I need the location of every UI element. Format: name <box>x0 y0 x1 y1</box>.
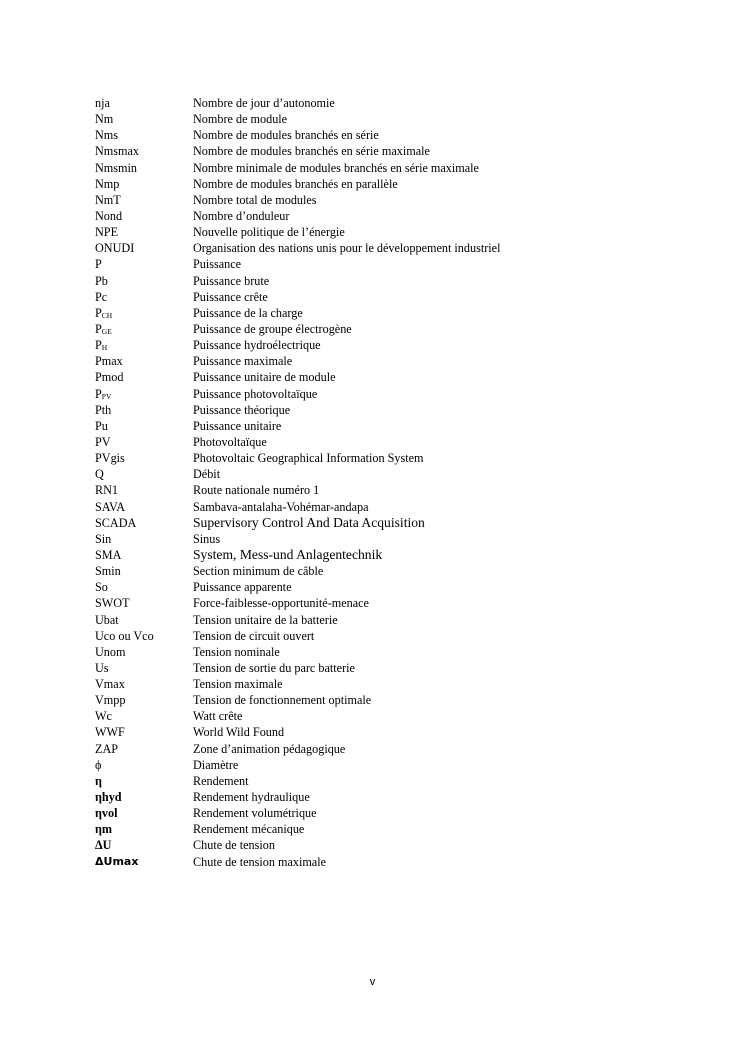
glossary-definition: Puissance crête <box>193 289 268 304</box>
glossary-row <box>95 757 695 773</box>
glossary-abbreviation: SAVA <box>95 499 126 514</box>
glossary-definition: Puissance brute <box>193 273 270 288</box>
glossary-row <box>95 773 695 789</box>
glossary-definition: Diamètre <box>193 757 239 772</box>
glossary-definition: Puissance unitaire de module <box>193 370 336 385</box>
glossary-row <box>95 644 695 660</box>
glossary-definition: Section minimum de câble <box>193 564 324 579</box>
glossary-definition: Rendement hydraulique <box>193 790 310 805</box>
glossary-row <box>95 482 695 498</box>
glossary-row <box>95 143 695 159</box>
glossary-definition: Nombre de module <box>193 112 288 127</box>
glossary-definition: Puissance de la charge <box>193 305 303 320</box>
glossary-row <box>95 353 695 369</box>
glossary-abbreviation: $P_{GE}$ <box>95 321 112 336</box>
glossary-definition: Rendement mécanique <box>193 822 305 837</box>
glossary-row <box>95 369 695 385</box>
glossary-row <box>95 321 695 337</box>
glossary-row <box>95 660 695 676</box>
glossary-row <box>95 805 695 821</box>
glossary-definition: Zone d’animation pédagogique <box>193 741 346 756</box>
glossary-row <box>95 240 695 256</box>
glossary-abbreviation: Wc <box>95 709 112 724</box>
glossary-abbreviation: Uco ou Vco <box>95 628 154 643</box>
glossary-definition: Débit <box>193 467 221 482</box>
glossary-abbreviation: $P_H$ <box>95 338 108 353</box>
glossary-abbreviation: ΔUmax <box>95 854 139 868</box>
glossary-abbreviation: Nmsmin <box>95 160 137 175</box>
glossary-definition: Route nationale numéro 1 <box>193 483 320 498</box>
page-number: v <box>369 976 376 988</box>
glossary-abbreviation: So <box>95 580 108 595</box>
glossary-row <box>95 176 695 192</box>
glossary-row <box>95 224 695 240</box>
glossary-definition: Sambava-antalaha-Vohémar-andapa <box>193 499 369 514</box>
glossary-abbreviation: Smin <box>95 564 121 579</box>
glossary-row <box>95 499 695 515</box>
glossary-abbreviation: Q <box>95 467 104 482</box>
glossary-abbreviation: SMA <box>95 547 122 562</box>
glossary-definition: Nouvelle politique de l’énergie <box>193 225 345 240</box>
glossary-definition: Puissance maximale <box>193 354 293 369</box>
glossary-row <box>95 547 695 563</box>
glossary-row <box>95 563 695 579</box>
glossary-abbreviation: RN1 <box>95 483 119 498</box>
glossary-abbreviation: Pmod <box>95 370 124 385</box>
glossary-row <box>95 95 695 111</box>
glossary-abbreviation: Unom <box>95 644 126 659</box>
glossary-row <box>95 692 695 708</box>
glossary-definition: Sinus <box>193 531 221 546</box>
glossary-abbreviation: ηhyd <box>95 790 122 805</box>
glossary-definition: Nombre d’onduleur <box>193 208 290 223</box>
glossary-row <box>95 708 695 724</box>
glossary-definition: Photovoltaïque <box>193 434 267 449</box>
glossary-row <box>95 160 695 176</box>
glossary-row <box>95 434 695 450</box>
glossary-row <box>95 402 695 418</box>
glossary-definition: World Wild Found <box>193 725 285 740</box>
abbreviation-subscript: GE <box>101 326 112 336</box>
glossary-definition: Chute de tension <box>193 838 275 853</box>
glossary-abbreviation: Pmax <box>95 354 123 369</box>
glossary-definition: Tension de sortie du parc batterie <box>193 660 355 675</box>
glossary-abbreviation: PVgis <box>95 451 125 466</box>
glossary-row <box>95 579 695 595</box>
glossary-definition: Tension de fonctionnement optimale <box>193 693 372 708</box>
glossary-abbreviation: Nms <box>95 128 119 143</box>
abbreviation-list <box>95 95 695 870</box>
glossary-definition: Puissance de groupe électrogène <box>193 321 352 336</box>
glossary-row <box>95 676 695 692</box>
glossary-row <box>95 854 695 870</box>
glossary-abbreviation: SWOT <box>95 596 130 611</box>
glossary-definition: Nombre de modules branchés en série maximale <box>193 144 430 159</box>
glossary-definition: Puissance théorique <box>193 402 291 417</box>
glossary-row <box>95 595 695 611</box>
glossary-row <box>95 789 695 805</box>
glossary-abbreviation: $P_{CH}$ <box>95 305 113 320</box>
glossary-definition: Puissance hydroélectrique <box>193 338 321 353</box>
glossary-abbreviation: SCADA <box>95 515 137 530</box>
glossary-definition: Force-faiblesse-opportunité-menace <box>193 596 369 611</box>
glossary-abbreviation: P <box>95 257 102 272</box>
glossary-definition: Puissance <box>193 257 242 272</box>
glossary-abbreviation: PV <box>95 434 111 449</box>
glossary-definition: Tension nominale <box>193 644 280 659</box>
glossary-definition: Puissance photovoltaïque <box>193 386 318 401</box>
glossary-abbreviation: ONUDI <box>95 241 135 256</box>
glossary-definition: Supervisory Control And Data Acquisition <box>193 514 425 530</box>
glossary-row <box>95 337 695 353</box>
glossary-abbreviation: Nond <box>95 208 123 223</box>
glossary-definition: Nombre de modules branchés en parallèle <box>193 176 398 191</box>
glossary-definition: System, Mess-und Anlagentechnik <box>193 546 383 562</box>
glossary-definition: Nombre de jour d’autonomie <box>193 96 335 110</box>
glossary-abbreviation: Pb <box>95 273 108 288</box>
glossary-abbreviation: Pth <box>95 402 112 417</box>
glossary-definition: Organisation des nations unis pour le développement industriel <box>193 241 501 256</box>
glossary-abbreviation: ZAP <box>95 741 119 756</box>
glossary-abbreviation: Pu <box>95 418 108 433</box>
glossary-row <box>95 111 695 127</box>
glossary-abbreviation: ηvol <box>95 806 118 821</box>
glossary-abbreviation: Pc <box>95 289 108 304</box>
glossary-abbreviation: Us <box>95 660 109 675</box>
glossary-row <box>95 305 695 321</box>
glossary-abbreviation: Nmsmax <box>95 144 140 159</box>
glossary-abbreviation: ηm <box>95 822 113 837</box>
glossary-row <box>95 127 695 143</box>
glossary-abbreviation: Ubat <box>95 612 119 627</box>
glossary-definition: Tension unitaire de la batterie <box>193 612 338 627</box>
glossary-row <box>95 821 695 837</box>
glossary-definition: Chute de tension maximale <box>193 854 327 869</box>
glossary-definition: Rendement volumétrique <box>193 806 317 821</box>
glossary-abbreviation: NPE <box>95 225 119 240</box>
glossary-abbreviation: nja <box>95 96 110 110</box>
abbreviation-subscript: CH <box>101 310 113 320</box>
glossary-abbreviation: ΔU <box>95 838 112 853</box>
glossary-abbreviation: η <box>95 773 102 788</box>
glossary-row <box>95 386 695 402</box>
glossary-definition: Tension maximale <box>193 677 283 692</box>
glossary-row <box>95 273 695 289</box>
glossary-row <box>95 724 695 740</box>
glossary-abbreviation: Nm <box>95 112 114 127</box>
glossary-definition: Watt crête <box>193 709 243 724</box>
glossary-row <box>95 208 695 224</box>
glossary-row <box>95 418 695 434</box>
abbreviation-subscript: H <box>101 343 108 353</box>
glossary-abbreviation: WWF <box>95 725 125 740</box>
glossary-row <box>95 612 695 628</box>
glossary-row <box>95 531 695 547</box>
glossary-row <box>95 256 695 272</box>
glossary-row <box>95 628 695 644</box>
glossary-abbreviation: ϕ <box>95 757 102 772</box>
glossary-abbreviation: Vmax <box>95 677 125 692</box>
glossary-row <box>95 741 695 757</box>
glossary-definition: Nombre de modules branchés en série <box>193 128 379 143</box>
glossary-row <box>95 837 695 853</box>
glossary-abbreviation: Nmp <box>95 176 120 191</box>
glossary-definition: Puissance unitaire <box>193 418 282 433</box>
glossary-row <box>95 289 695 305</box>
glossary-abbreviation: $P_{PV}$ <box>95 386 112 401</box>
glossary-row <box>95 466 695 482</box>
abbreviation-subscript: PV <box>101 391 112 401</box>
glossary-row <box>95 192 695 208</box>
glossary-definition: Rendement <box>193 773 249 788</box>
glossary-row <box>95 515 695 531</box>
glossary-definition: Nombre total de modules <box>193 192 317 207</box>
glossary-definition: Puissance apparente <box>193 580 292 595</box>
glossary-definition: Tension de circuit ouvert <box>193 628 315 643</box>
glossary-abbreviation: Sin <box>95 531 112 546</box>
glossary-definition: Nombre minimale de modules branchés en série maximale <box>193 160 479 175</box>
glossary-row <box>95 450 695 466</box>
glossary-abbreviation: Vmpp <box>95 693 126 708</box>
glossary-definition: Photovoltaic Geographical Information System <box>193 451 424 466</box>
glossary-abbreviation: NmT <box>95 192 121 207</box>
